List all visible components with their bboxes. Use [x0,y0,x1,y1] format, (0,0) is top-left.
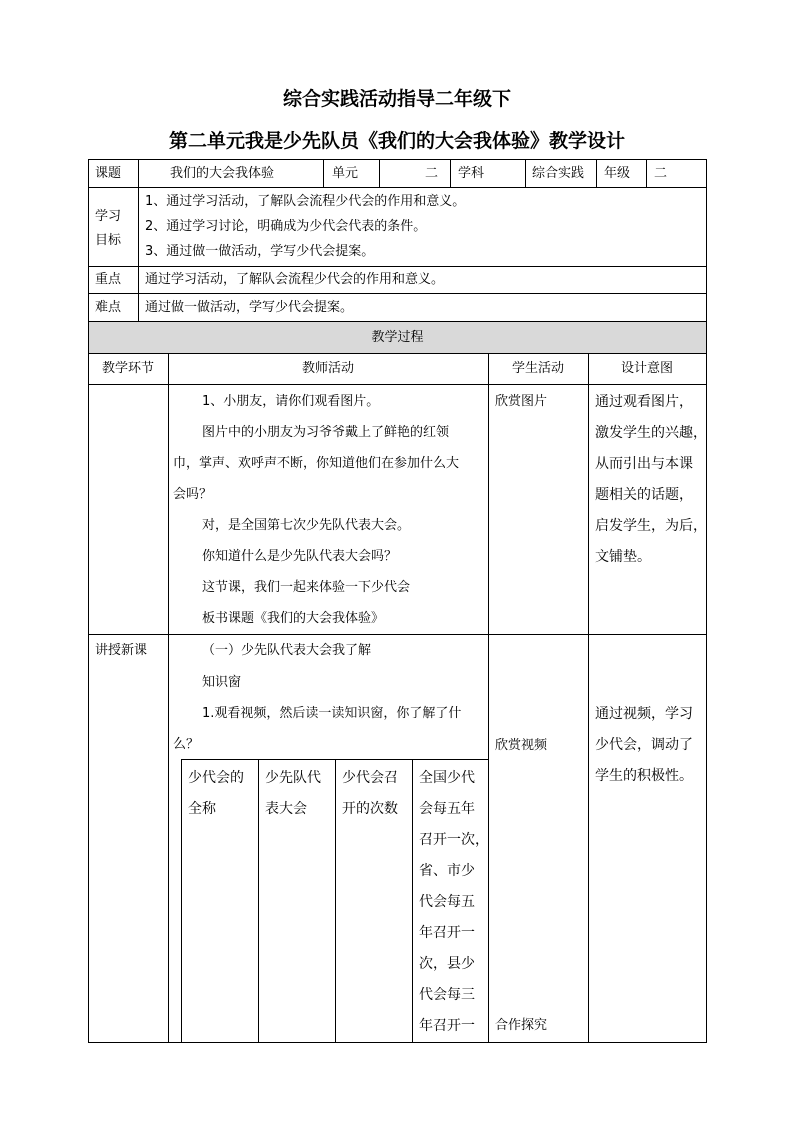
difficulty-label: 难点 [95,300,122,315]
teacher-line: 么？ [173,737,200,752]
intent-line: 从而引出与本课 [595,456,693,472]
goals-label-2: 目标 [95,233,122,248]
inner-cell: 表大会 [265,801,307,817]
inner-cell: 年召开一 [419,1018,475,1034]
teacher-line: 对，是全国第七次少先队代表大会。 [202,518,411,533]
subject-label: 学科 [458,166,485,181]
inner-cell: 少代会的 [188,770,244,786]
goals-label-1: 学习 [95,209,122,224]
inner-cell: 次，县少 [419,956,475,972]
key-point-label: 重点 [95,272,122,287]
phase-label: 讲授新课 [95,643,148,658]
inner-cell: 少先队代 [265,770,321,786]
inner-cell: 少代会召 [342,770,398,786]
teacher-line: 1、小朋友，请你们观看图片。 [202,394,380,409]
topic-value: 我们的大会我体验 [170,166,275,181]
inner-cell: 开的次数 [342,801,398,817]
student-activity: 欣赏图片 [495,394,548,409]
inner-cell: 年召开一 [419,925,475,941]
student-activity: 合作探究 [495,1018,548,1033]
inner-cell: 召开一次， [419,832,489,848]
inner-cell: 会每五年 [419,801,475,817]
column-header-intent: 设计意图 [620,361,673,376]
subject-value: 综合实践 [532,166,585,181]
topic-label: 课题 [95,166,122,181]
intent-line: 学生的积极性。 [595,768,693,784]
unit-label: 单元 [332,166,359,181]
inner-cell: 全国少代 [419,770,475,786]
inner-cell: 代会每三 [419,987,475,1003]
key-point-value: 通过学习活动，了解队会流程少代会的作用和意义。 [145,272,445,287]
column-header-student: 学生活动 [511,361,564,376]
document-title: 综合实践活动指导二年级下 [282,88,511,110]
process-header: 教学过程 [371,330,424,345]
teacher-line: 这节课，我们一起来体验一下少代会 [202,580,411,595]
unit-value: 二 [425,166,439,181]
goal-item: 1、通过学习活动，了解队会流程少代会的作用和意义。 [145,194,466,209]
goal-item: 3、通过做一做活动，学写少代会提案。 [145,244,375,259]
column-header-teacher: 教师活动 [301,361,354,376]
teacher-line: 板书课题《我们的大会我体验》 [202,611,385,626]
intent-line: 题相关的话题， [595,487,693,503]
intent-line: 启发学生，为后， [595,518,707,534]
teacher-line: 你知道什么是少先队代表大会吗？ [202,549,398,564]
document-subtitle: 第二单元我是少先队员《我们的大会我体验》教学设计 [168,130,625,152]
inner-cell: 全称 [188,801,216,817]
difficulty-value: 通过做一做活动，学写少代会提案。 [145,300,354,315]
intent-line: 文铺垫。 [595,549,651,565]
intent-line: 少代会，调动了 [595,737,693,753]
intent-line: 通过观看图片， [595,394,693,410]
inner-cell: 代会每五 [419,894,475,910]
teacher-line: 会吗？ [173,487,213,502]
teacher-line: （一）少先队代表大会我了解 [202,643,372,658]
inner-cell: 省、市少 [419,863,475,879]
student-activity: 欣赏视频 [495,738,548,753]
column-header-phase: 教学环节 [101,361,154,376]
teacher-line: 1.观看视频，然后读一读知识窗，你了解了什 [202,706,462,721]
teacher-line: 图片中的小朋友为习爷爷戴上了鲜艳的红领 [202,425,450,440]
intent-line: 激发学生的兴趣， [595,425,707,441]
goal-item: 2、通过学习讨论，明确成为少代会代表的条件。 [145,219,427,234]
intent-line: 通过视频，学习 [595,706,693,722]
grade-value: 二 [654,166,668,181]
grade-label: 年级 [604,166,631,181]
teacher-line: 知识窗 [202,675,242,690]
teacher-line: 巾，掌声、欢呼声不断，你知道他们在参加什么大 [173,456,460,471]
